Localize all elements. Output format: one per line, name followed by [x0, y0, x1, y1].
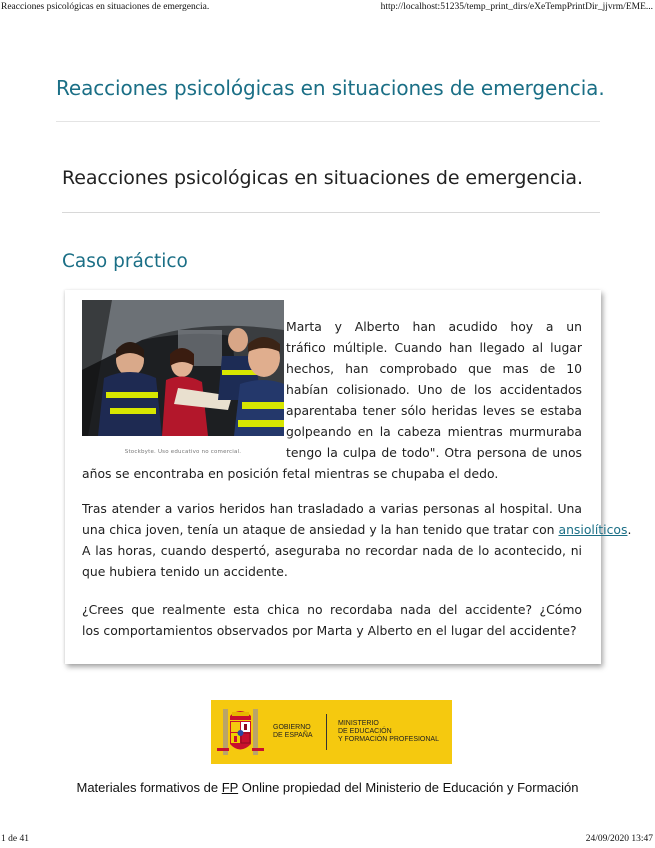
print-header — [0, 2, 655, 14]
gobierno-line: DE ESPAÑA — [273, 732, 313, 739]
section-divider — [62, 212, 600, 213]
text-line — [82, 519, 631, 540]
text-line: Tras atender a varios heridos han trasladado a varias personas al hospital. Una — [82, 501, 582, 516]
case-study-box — [65, 290, 632, 664]
case-study-heading: Caso práctico — [62, 251, 188, 272]
footer-text-part: Materiales formativos de — [76, 780, 222, 795]
text-line: hechos, han comprobado que mas de 10 — [286, 361, 582, 376]
ministerio-line: MINISTERIO — [338, 720, 379, 727]
case-paragraph-2 — [82, 498, 632, 588]
text-line: ¿Crees que realmente esta chica no recordaba nada del accidente? ¿Cómo — [82, 602, 582, 617]
text-line: tráfico múltiple. Cuando han llegado al lugar — [286, 340, 582, 355]
case-paragraph-1 — [65, 290, 601, 480]
case-question — [82, 599, 582, 643]
text-line: A las horas, cuando despertó, aseguraba no recordar nada de lo acontecido, ni — [82, 543, 582, 558]
gobierno-text — [273, 724, 313, 740]
text-line: tengo la culpa de todo". Otra persona de unos — [286, 445, 582, 460]
document-title: Reacciones psicológicas en situaciones de emergencia. — [56, 76, 605, 100]
footer-text-part: Online propiedad del Ministerio de Educación y Formación — [238, 780, 579, 795]
print-header-url: http://localhost:51235/temp_print_dirs/eXeTempPrintDir_jjvrm/EME... — [380, 2, 653, 12]
section-title: Reacciones psicológicas en situaciones de emergencia. — [62, 167, 583, 189]
materials-footer — [0, 780, 655, 795]
title-divider — [56, 121, 600, 122]
text-line: que hubiera tenido un accidente. — [82, 564, 288, 579]
ministry-logo — [211, 700, 452, 764]
page-counter: 1 de 41 — [1, 834, 29, 844]
print-timestamp: 24/09/2020 13:47 — [585, 834, 653, 844]
text-fragment: . — [627, 522, 632, 537]
text-line: los comportamientos observados por Marta y Alberto en el lugar del accidente? — [82, 623, 577, 638]
ministerio-text — [338, 720, 439, 744]
ansioliticos-link[interactable]: ansiolíticos — [558, 522, 628, 537]
gobierno-line: GOBIERNO — [273, 724, 311, 731]
print-footer — [0, 834, 655, 846]
photo-caption: Stockbyte. Uso educativo no comercial. — [124, 449, 242, 455]
text-line: aparentaba tener sólo heridas leves se estaba — [286, 403, 582, 418]
text-line: golpeando en la cabeza mientras murmuraba — [286, 424, 582, 439]
ministerio-line: Y FORMACIÓN PROFESIONAL — [338, 736, 439, 743]
ministerio-line: DE EDUCACIÓN — [338, 728, 392, 735]
text-fragment: una chica joven, tenía un ataque de ansiedad y la han tenido que tratar con — [82, 522, 559, 537]
text-line: años se encontraba en posición fetal mientras se chupaba el dedo. — [82, 466, 499, 481]
print-header-title: Reacciones psicológicas en situaciones de emergencia. — [1, 2, 210, 12]
text-line: Marta y Alberto han acudido hoy a un — [286, 319, 582, 334]
text-line: habían colisionado. Uno de los accidentados — [286, 382, 582, 397]
fp-abbreviation: FP — [221, 780, 239, 795]
